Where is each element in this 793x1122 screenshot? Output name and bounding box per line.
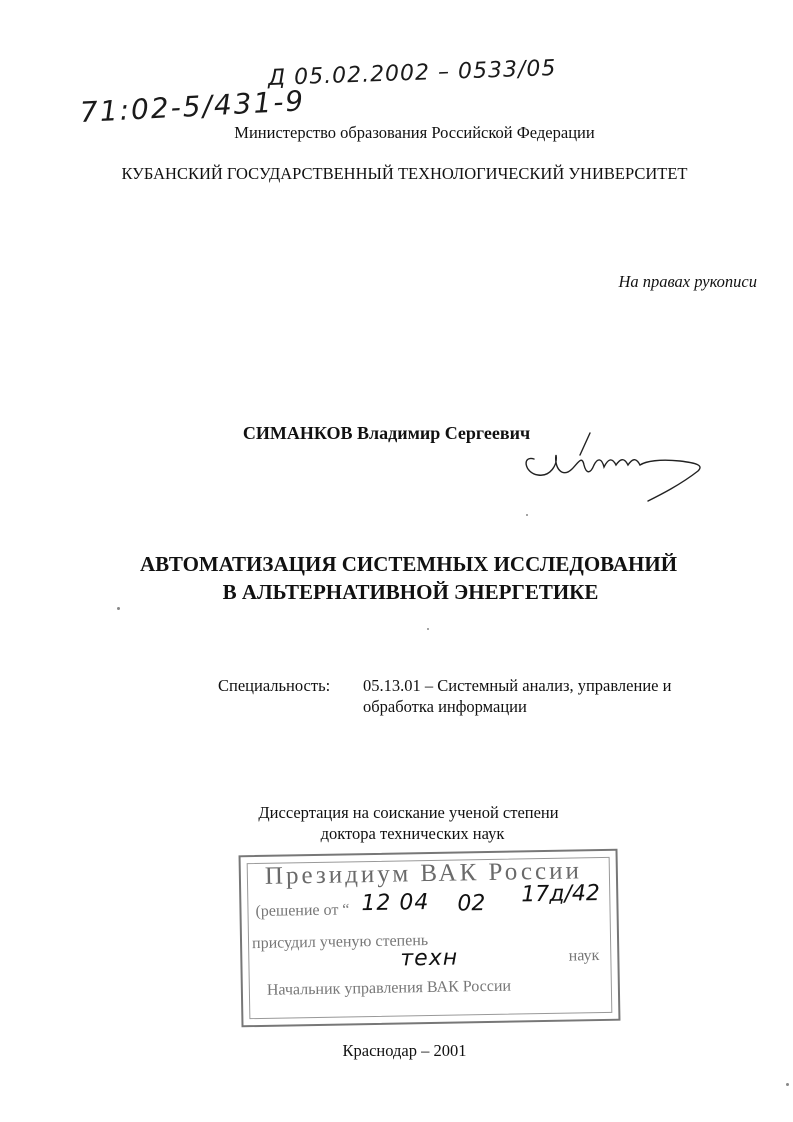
scan-speck [117, 607, 120, 610]
stamp-decision-prefix: (решение от “ [255, 901, 350, 921]
handwritten-catalog-code: 71:02-5/431-9 [79, 84, 306, 129]
scan-speck [786, 1083, 789, 1086]
city-year: Краснодар – 2001 [342, 1041, 467, 1060]
scan-speck [427, 628, 429, 630]
manuscript-rights-note: На правах рукописи [618, 272, 757, 291]
specialty-code-line-2: обработка информации [363, 697, 527, 716]
signature [520, 425, 710, 505]
stamp-decision-number: 17д/42 [521, 881, 601, 908]
ministry-name: Министерство образования Российской Федерации [234, 123, 595, 142]
stamp-decision-year: 02 [457, 891, 486, 917]
stamp-science-field: техн [400, 945, 459, 972]
degree-line-2: доктора технических наук [320, 824, 505, 843]
stamp-head-of-department: Начальник управления ВАК России [266, 977, 512, 999]
stamp-presidium-line: Президиум ВАК России [264, 857, 583, 890]
author-name: СИМАНКОВ Владимир Сергеевич [242, 423, 531, 443]
stamp-sciences-suffix: наук [568, 947, 600, 965]
degree-line-1: Диссертация на соискание ученой степени [258, 803, 559, 822]
dissertation-title-line-2: В АЛЬТЕРНАТИВНОЙ ЭНЕРГЕТИКЕ [222, 580, 599, 604]
stamp-decision-date: 12 04 [361, 889, 430, 917]
specialty-code-line-1: 05.13.01 – Системный анализ, управление и [363, 676, 672, 695]
vak-approval-stamp [239, 849, 621, 1028]
handwritten-registration-note: Д 05.02.2002 – 0533/05 [267, 55, 557, 91]
stamp-awarded-line: присудил ученую степень [251, 932, 429, 953]
dissertation-title-line-1: АВТОМАТИЗАЦИЯ СИСТЕМНЫХ ИССЛЕДОВАНИЙ [139, 552, 678, 576]
specialty-label: Специальность: [218, 676, 331, 695]
scan-speck [526, 514, 528, 516]
university-name: КУБАНСКИЙ ГОСУДАРСТВЕННЫЙ ТЕХНОЛОГИЧЕСКИЙ УНИВЕРСИТЕТ [121, 164, 688, 183]
